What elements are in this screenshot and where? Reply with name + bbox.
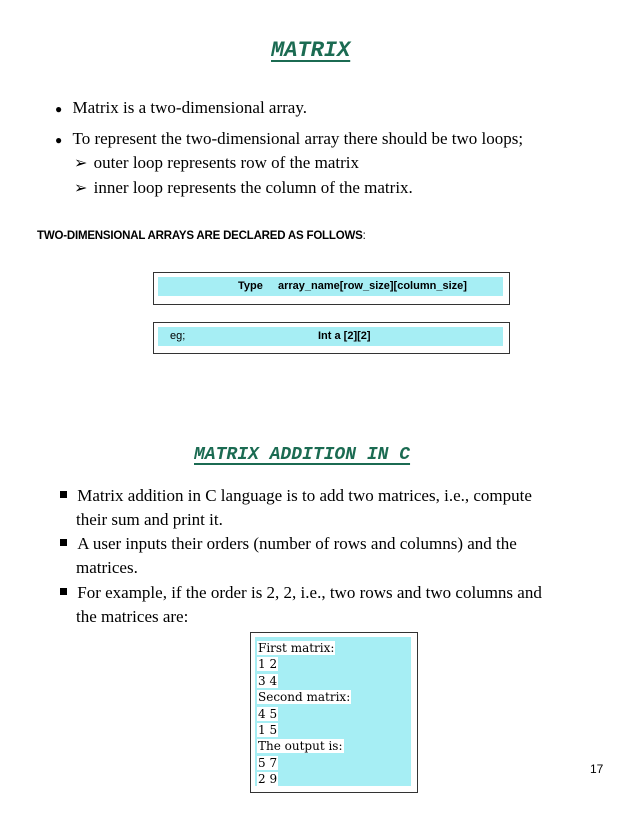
code-line: 4 5 — [258, 706, 278, 721]
arrow-bullet-icon: ➢ — [74, 155, 88, 172]
example-box-fill — [158, 327, 503, 346]
code-line: 3 4 — [258, 673, 278, 688]
square-bullet-icon — [60, 491, 67, 498]
list-item-text-cont: matrices. — [76, 558, 138, 577]
sub-list-item — [74, 177, 413, 200]
list-item — [60, 532, 517, 580]
syntax-box — [153, 272, 510, 305]
example-code: Int a [2][2] — [318, 330, 371, 342]
list-item-text-cont: the matrices are: — [76, 607, 189, 626]
list-item-text: For example, if the order is 2, 2, i.e., two rows and two columns and — [77, 583, 542, 602]
square-bullet-icon — [60, 539, 67, 546]
list-item — [55, 97, 307, 120]
declaration-colon: : — [362, 230, 366, 242]
list-item-text: Matrix is a two-dimensional array. — [72, 98, 307, 117]
code-line: Second matrix: — [258, 690, 351, 705]
syntax-box-fill — [158, 277, 503, 296]
page-title: MATRIX — [271, 38, 351, 63]
page-number: 17 — [590, 762, 604, 776]
declaration-heading — [37, 230, 366, 242]
bullet-dot-icon: ● — [55, 102, 63, 116]
sub-list-item-text: inner loop represents the column of the matrix. — [93, 178, 413, 197]
list-item — [55, 128, 523, 151]
code-line: 1 5 — [258, 723, 278, 738]
syntax-signature: array_name[row_size][column_size] — [278, 280, 467, 292]
declaration-heading-text: TWO-DIMENSIONAL ARRAYS ARE DECLARED AS FOLLOWS — [37, 230, 363, 242]
code-output-fill — [255, 637, 411, 786]
list-item — [60, 581, 542, 629]
list-item-text: To represent the two-dimensional array there should be two loops; — [72, 129, 524, 148]
code-output-box — [250, 632, 418, 793]
code-line: First matrix: — [258, 641, 335, 655]
list-item-text: A user inputs their orders (number of rows and columns) and the — [77, 534, 517, 553]
bullet-dot-icon: ● — [55, 133, 63, 147]
example-label: eg; — [170, 330, 186, 342]
example-box — [153, 322, 510, 354]
sub-list-item-text: outer loop represents row of the matrix — [93, 153, 359, 172]
list-item-text-cont: their sum and print it. — [76, 510, 223, 529]
section-title: MATRIX ADDITION IN C — [194, 445, 411, 465]
square-bullet-icon — [60, 588, 67, 595]
list-item — [60, 484, 532, 532]
sub-list-item — [74, 152, 359, 175]
arrow-bullet-icon: ➢ — [74, 180, 88, 197]
syntax-keyword: Type — [238, 280, 263, 292]
code-line: 5 7 — [258, 755, 278, 770]
code-line: 1 2 — [258, 657, 278, 672]
code-line: The output is: — [258, 739, 343, 754]
list-item-text: Matrix addition in C language is to add two matrices, i.e., compute — [77, 486, 532, 505]
code-line: 2 9 — [258, 772, 278, 787]
